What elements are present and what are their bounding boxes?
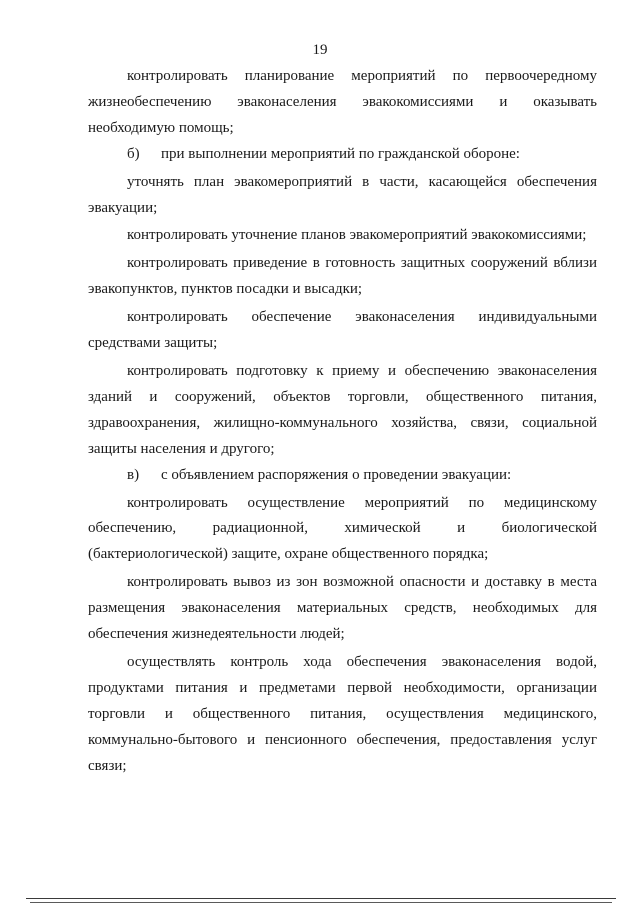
page-number: 19 (312, 42, 328, 58)
enum-marker: в) (127, 466, 140, 483)
paragraph-9: контролировать осуществление мероприятий по медицинскому обеспечению, радиационной, химической и биологической (бактериологической) защите, охране общественного порядка; (88, 494, 597, 563)
paragraph-4: контролировать уточнение планов эвакомероприятий эвакокомиссиями; (127, 227, 587, 244)
enum-item-b (88, 142, 597, 168)
paragraph-5: контролировать приведение в готовность защитных сооружений вблизи эвакопунктов, пунктов посадки и высадки; (88, 255, 597, 298)
scan-edge-line (26, 898, 616, 899)
paragraph-1: контролировать планирование мероприятий по первоочередному жизнеобеспечению эваконаселения эвакокомиссиями и оказывать необходимую помощь; (88, 68, 597, 136)
enum-text: при выполнении мероприятий по гражданской обороне: (161, 145, 520, 162)
document-body (88, 64, 597, 779)
paragraph-10: контролировать вывоз из зон возможной опасности и доставку в места размещения эваконаселения материальных средств, необходимых для обеспечения жизнедеятельности людей; (88, 574, 597, 643)
paragraph-7: контролировать подготовку к приему и обеспечению эваконаселения зданий и сооружений, объектов торговли, общественного питания, здравоохранения, жилищно-коммунального хозяйства, связи, социальной защиты населения и другого; (88, 362, 597, 457)
enum-item-v (88, 463, 597, 489)
paragraph-11: осуществлять контроль хода обеспечения эваконаселения водой, продуктами питания и предметами первой необходимости, организации торговли и общественного питания, осуществления медицинского, коммунально-бытового и пенсионного обеспечения, предоставления услуг связи; (88, 653, 597, 774)
enum-marker: б) (127, 145, 140, 162)
scan-edge-line (30, 902, 612, 903)
paragraph-3: уточнять план эвакомероприятий в части, касающейся обеспечения эвакуации; (88, 173, 597, 216)
paragraph-6: контролировать обеспечение эваконаселения индивидуальными средствами защиты; (88, 309, 597, 352)
enum-text: с объявлением распоряжения о проведении эвакуации: (161, 466, 512, 483)
